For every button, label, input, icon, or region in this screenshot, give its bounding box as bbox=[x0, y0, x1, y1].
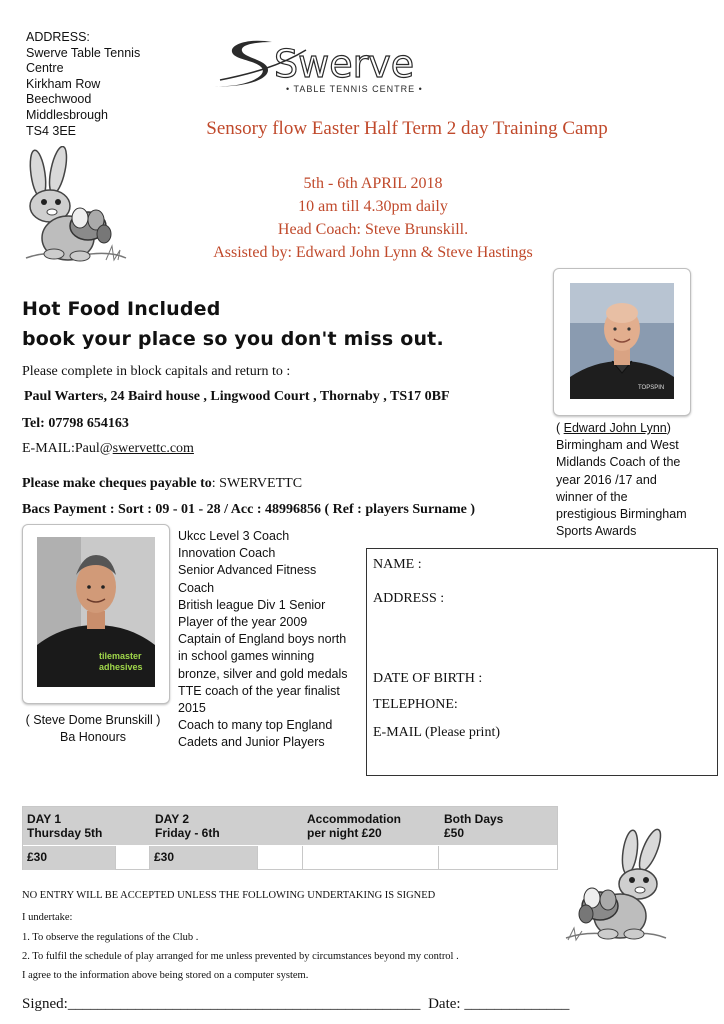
head-coach: Head Coach: Steve Brunskill. bbox=[277, 221, 469, 238]
qual-line: Player of the year 2009 bbox=[178, 615, 308, 630]
cheques-payee: : SWERVETTC bbox=[211, 476, 303, 491]
accommodation-price: per night £20 bbox=[307, 826, 382, 840]
steve-caption bbox=[8, 712, 178, 746]
address-line: Kirkham Row bbox=[26, 76, 101, 91]
day1-date: Thursday 5th bbox=[27, 826, 103, 840]
edward-caption bbox=[556, 420, 706, 540]
address-field[interactable]: ADDRESS : bbox=[373, 591, 445, 606]
qual-line: Senior Advanced Fitness bbox=[178, 563, 317, 578]
both-days-checkbox[interactable] bbox=[439, 846, 557, 870]
both-days-label: Both Days bbox=[444, 812, 504, 826]
email-field[interactable]: E-MAIL (Please print) bbox=[373, 725, 500, 740]
steve-qualifications bbox=[178, 528, 368, 752]
accommodation-checkbox[interactable] bbox=[303, 846, 439, 870]
qual-line: Ukcc Level 3 Coach bbox=[178, 529, 290, 543]
undertaking-item-2: 2. To fulfil the schedule of play arranged for me unless prevented by circumstances beyond my control . bbox=[22, 951, 459, 962]
day1-checkbox[interactable] bbox=[116, 846, 150, 870]
day2-price: £30 bbox=[150, 846, 258, 870]
edward-bio-line: Midlands Coach of the bbox=[556, 455, 681, 470]
entry-warning: NO ENTRY WILL BE ACCEPTED UNLESS THE FOLLOWING UNDERTAKING IS SIGNED bbox=[22, 890, 436, 901]
email-link[interactable]: swervettc.com bbox=[112, 441, 194, 456]
edward-bio-line: prestigious Birmingham bbox=[556, 507, 687, 522]
steve-shirt-line1: tilemaster bbox=[99, 651, 142, 661]
edward-bio-line: Sports Awards bbox=[556, 524, 637, 539]
undertake-intro: I undertake: bbox=[22, 912, 73, 923]
bacs-payment: Bacs Payment : Sort : 09 - 01 - 28 / Acc : 48996856 ( Ref : players Surname ) bbox=[22, 502, 475, 517]
day2-date: Friday - 6th bbox=[155, 826, 220, 840]
address-line: ADDRESS: bbox=[26, 30, 90, 44]
edward-bio-line: winner of the bbox=[556, 489, 628, 504]
logo-wordmark: Swerve bbox=[274, 42, 415, 86]
day2-header bbox=[155, 812, 220, 840]
address-line: Beechwood bbox=[26, 92, 92, 107]
both-days-header bbox=[444, 812, 503, 840]
steve-portrait-image bbox=[23, 525, 169, 703]
telephone-number: Tel: 07798 654163 bbox=[22, 416, 129, 431]
edward-portrait-image bbox=[554, 269, 690, 415]
steve-shirt-line2: adhesives bbox=[99, 662, 143, 672]
qual-line: 2015 bbox=[178, 701, 206, 716]
qual-line: Innovation Coach bbox=[178, 546, 276, 561]
bunny-icon bbox=[560, 826, 670, 950]
assisted-by: Assisted by: Edward John Lynn & Steve Hastings bbox=[213, 244, 533, 261]
data-agreement: I agree to the information above being stored on a computer system. bbox=[22, 970, 309, 981]
date-field[interactable]: Date: ______________ bbox=[428, 996, 570, 1012]
registration-form bbox=[366, 548, 718, 776]
edward-name-text: Edward John Lynn bbox=[563, 421, 667, 435]
dob-field[interactable]: DATE OF BIRTH : bbox=[373, 671, 483, 686]
steve-photo bbox=[22, 524, 170, 704]
qual-line: in school games winning bbox=[178, 649, 315, 664]
cheques-info bbox=[22, 476, 302, 492]
name-field[interactable]: NAME : bbox=[373, 557, 422, 572]
steve-name: ( Steve Dome Brunskill ) bbox=[25, 713, 161, 727]
swerve-logo bbox=[210, 36, 450, 96]
logo-tagline: • TABLE TENNIS CENTRE • bbox=[286, 84, 423, 94]
easter-bunny-image bbox=[18, 146, 130, 272]
edward-bio-line: Birmingham and West bbox=[556, 438, 679, 453]
edward-name: ( Edward John Lynn) bbox=[556, 421, 671, 435]
signed-field[interactable]: Signed:_______________________________________________ bbox=[22, 996, 421, 1012]
edward-bio-line: year 2016 /17 and bbox=[556, 472, 657, 487]
event-times: 10 am till 4.30pm daily bbox=[298, 198, 448, 215]
instructions: Please complete in block capitals and return to : bbox=[22, 364, 291, 379]
email-prefix: E-MAIL:Paul@ bbox=[22, 441, 113, 456]
return-address: Paul Warters, 24 Baird house , Lingwood Court , Thornaby , TS17 0BF bbox=[24, 389, 450, 404]
address-line: Middlesbrough bbox=[26, 107, 108, 122]
cheques-label: Please make cheques payable to bbox=[22, 476, 212, 491]
swerve-logo-mark bbox=[210, 36, 450, 96]
address-line: Swerve Table Tennis bbox=[26, 45, 141, 60]
qual-line: Coach bbox=[178, 580, 215, 595]
telephone-field[interactable]: TELEPHONE: bbox=[373, 697, 458, 712]
event-dates: 5th - 6th APRIL 2018 bbox=[303, 175, 443, 192]
day1-label: DAY 1 bbox=[27, 812, 62, 826]
email-address bbox=[22, 441, 194, 457]
edward-photo bbox=[553, 268, 691, 416]
day2-checkbox[interactable] bbox=[258, 846, 303, 870]
undertaking-item-1: 1. To observe the regulations of the Club . bbox=[22, 932, 199, 943]
accommodation-label: Accommodation bbox=[307, 812, 402, 826]
edward-shirt-logo: TOPSPIN bbox=[638, 385, 665, 391]
hot-food-heading: Hot Food Included bbox=[22, 298, 221, 320]
address-line: TS4 3EE bbox=[26, 123, 77, 138]
both-days-price: £50 bbox=[444, 826, 465, 840]
day2-label: DAY 2 bbox=[155, 812, 190, 826]
price-table bbox=[22, 806, 558, 870]
signature-line bbox=[22, 996, 569, 1013]
address-line: Centre bbox=[26, 61, 64, 76]
qual-line: bronze, silver and gold medals bbox=[178, 666, 348, 681]
qual-line: TTE coach of the year finalist bbox=[178, 683, 340, 698]
page-title: Sensory flow Easter Half Term 2 day Training Camp bbox=[206, 118, 608, 139]
qual-line: Captain of England boys north bbox=[178, 632, 347, 647]
accommodation-header bbox=[307, 812, 401, 840]
bunny-icon bbox=[18, 146, 130, 272]
book-heading: book your place so you don't miss out. bbox=[22, 328, 444, 350]
day1-price: £30 bbox=[23, 846, 116, 870]
qual-line: Coach to many top England bbox=[178, 718, 333, 733]
easter-bunny-image-bottom bbox=[560, 826, 670, 950]
day1-header bbox=[27, 812, 102, 840]
qual-line: Cadets and Junior Players bbox=[178, 735, 325, 750]
steve-honours: Ba Honours bbox=[59, 730, 126, 744]
qual-line: British league Div 1 Senior bbox=[178, 597, 326, 612]
